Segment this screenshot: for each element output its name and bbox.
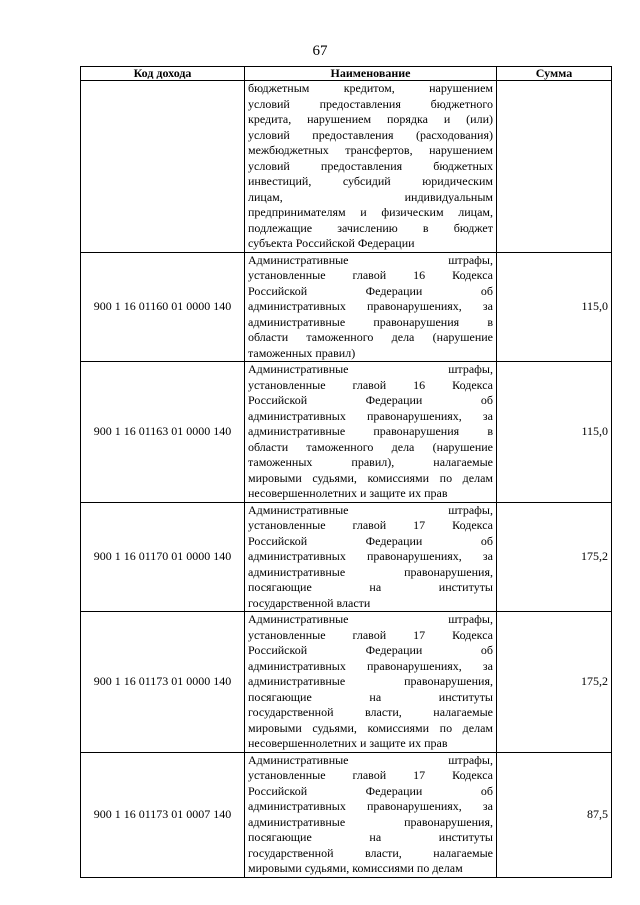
income-name-line: установленные главой 17 Кодекса bbox=[248, 627, 493, 642]
income-name-line: государственной власти, налагаемые bbox=[248, 845, 493, 860]
header-code: Код дохода bbox=[81, 67, 245, 81]
table-row bbox=[81, 752, 612, 877]
income-name-cell bbox=[245, 362, 497, 503]
table-row bbox=[81, 252, 612, 362]
table-row bbox=[81, 81, 612, 253]
income-name-line: установленные главой 17 Кодекса bbox=[248, 518, 493, 532]
amount-cell: 175,2 bbox=[497, 502, 612, 612]
income-name-line: условий предоставления (расходования) bbox=[248, 127, 493, 142]
income-name-line: лицам, индивидуальным bbox=[248, 189, 493, 204]
amount-cell: 115,0 bbox=[497, 362, 612, 503]
income-table bbox=[80, 66, 612, 878]
income-name-line: предпринимателям и физическим лицам, bbox=[248, 205, 493, 219]
income-name-line: Российской Федерации об bbox=[248, 783, 493, 798]
income-name-line: межбюджетных трансфертов, нарушением bbox=[248, 143, 493, 157]
amount-cell: 115,0 bbox=[497, 252, 612, 362]
income-name-line: посягающие на институты bbox=[248, 580, 493, 594]
income-code-cell: 900 1 16 01173 01 0000 140 bbox=[81, 612, 245, 753]
income-name-line: субъекта Российской Федерации bbox=[248, 236, 415, 250]
income-name-line: установленные главой 16 Кодекса bbox=[248, 377, 493, 392]
income-name-cell bbox=[245, 81, 497, 253]
amount-cell bbox=[497, 81, 612, 253]
income-name-line: посягающие на институты bbox=[248, 830, 493, 844]
income-name-line: Административные штрафы, bbox=[248, 752, 493, 767]
income-name-line: административные правонарушения в bbox=[248, 314, 493, 329]
header-sum: Сумма bbox=[497, 67, 612, 81]
income-name-line: бюджетным кредитом, нарушением bbox=[248, 81, 493, 95]
table-row bbox=[81, 612, 612, 753]
table-header bbox=[81, 67, 612, 81]
income-name-line: установленные главой 17 Кодекса bbox=[248, 768, 493, 782]
table-row bbox=[81, 502, 612, 612]
header-name: Наименование bbox=[245, 67, 497, 81]
income-code-cell bbox=[81, 81, 245, 253]
income-code-cell: 900 1 16 01163 01 0000 140 bbox=[81, 362, 245, 503]
income-name-line: инвестиций, субсидий юридическим bbox=[248, 174, 493, 188]
income-name-line: таможенных правил) bbox=[248, 345, 356, 360]
income-name-cell bbox=[245, 502, 497, 612]
income-name-line: Административные штрафы, bbox=[248, 362, 493, 376]
income-name-line: Российской Федерации об bbox=[248, 533, 493, 548]
income-name-cell bbox=[245, 252, 497, 362]
income-name-line: государственной власти, налагаемые bbox=[248, 705, 493, 719]
income-name-line: государственной власти bbox=[248, 595, 371, 610]
income-name-line: Российской Федерации об bbox=[248, 643, 493, 657]
income-name-line: таможенных правил), налагаемые bbox=[248, 455, 493, 469]
income-name-line: области таможенного дела (нарушение bbox=[248, 439, 493, 454]
income-name-line: Административные штрафы, bbox=[248, 252, 493, 267]
income-name-line: мировыми судьями, комиссиями по делам bbox=[248, 470, 493, 485]
income-name-line: административные правонарушения, bbox=[248, 564, 493, 579]
page-number: 67 bbox=[312, 43, 328, 59]
income-name-line: административные правонарушения, bbox=[248, 674, 493, 688]
income-name-line: мировыми судьями, комиссиями по делам bbox=[248, 720, 493, 735]
income-code-cell: 900 1 16 01173 01 0007 140 bbox=[81, 752, 245, 877]
income-name-line: Административные штрафы, bbox=[248, 612, 493, 626]
income-name-line: установленные главой 16 Кодекса bbox=[248, 268, 493, 282]
income-name-cell bbox=[245, 612, 497, 753]
income-code-cell: 900 1 16 01160 01 0000 140 bbox=[81, 252, 245, 362]
income-name-line: административных правонарушениях, за bbox=[248, 658, 493, 673]
income-name-line: посягающие на институты bbox=[248, 689, 493, 704]
income-name-line: условий предоставления бюджетного bbox=[248, 96, 493, 111]
income-name-line: административных правонарушениях, за bbox=[248, 799, 493, 813]
table-row bbox=[81, 362, 612, 503]
income-name-line: кредита, нарушением порядка и (или) bbox=[248, 112, 493, 126]
table-body bbox=[81, 81, 612, 878]
income-name-line: области таможенного дела (нарушение bbox=[248, 330, 493, 344]
income-name-line: несовершеннолетних и защите их прав bbox=[248, 736, 448, 750]
income-name-line: подлежащие зачислению в бюджет bbox=[248, 220, 493, 235]
amount-cell: 175,2 bbox=[497, 612, 612, 753]
income-name-line: административных правонарушениях, за bbox=[248, 549, 493, 563]
income-name-line: административных правонарушениях, за bbox=[248, 408, 493, 423]
income-name-line: административные правонарушения в bbox=[248, 424, 493, 438]
income-name-line: мировыми судьями, комиссиями по делам bbox=[248, 861, 463, 875]
amount-cell: 87,5 bbox=[497, 752, 612, 877]
income-name-line: административные правонарушения, bbox=[248, 814, 493, 829]
income-name-cell bbox=[245, 752, 497, 877]
income-name-line: несовершеннолетних и защите их прав bbox=[248, 486, 448, 500]
income-name-line: Административные штрафы, bbox=[248, 502, 493, 517]
income-code-cell: 900 1 16 01170 01 0000 140 bbox=[81, 502, 245, 612]
income-name-line: административных правонарушениях, за bbox=[248, 299, 493, 313]
income-name-line: Российской Федерации об bbox=[248, 283, 493, 298]
income-name-line: условий предоставления бюджетных bbox=[248, 158, 493, 173]
income-name-line: Российской Федерации об bbox=[248, 393, 493, 407]
